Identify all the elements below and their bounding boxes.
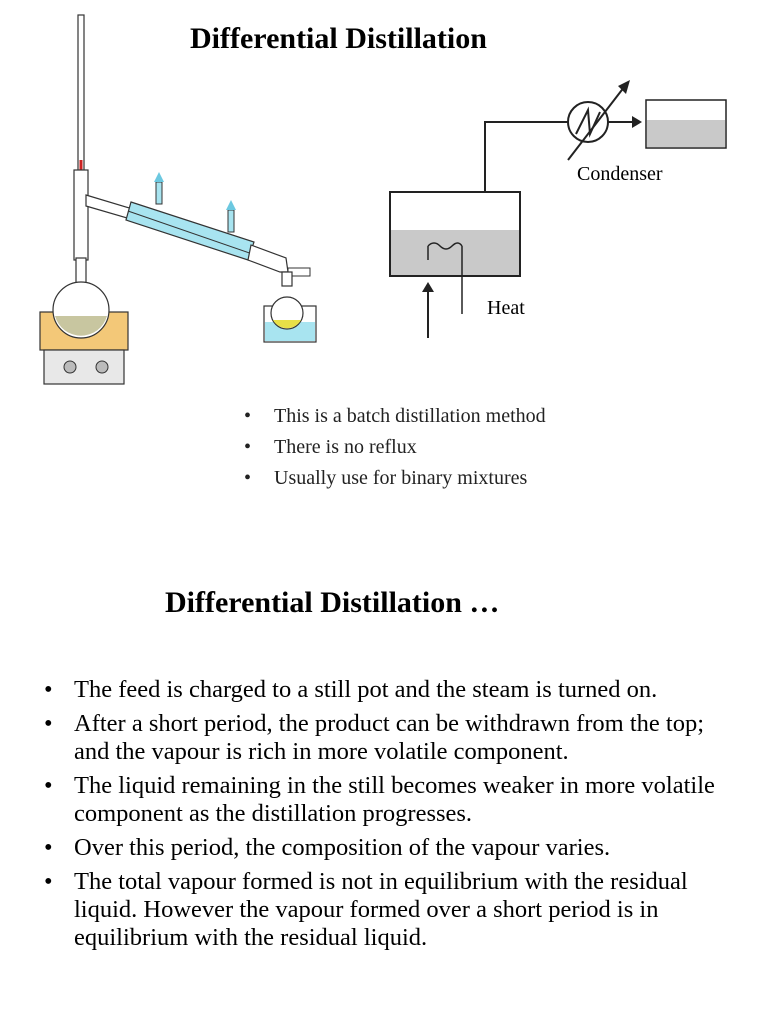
slide1-bullet-list (244, 404, 546, 497)
condenser-jacket (126, 202, 254, 260)
heat-label: Heat (487, 297, 525, 319)
hot-plate-knob (64, 361, 76, 373)
list-item: • There is no reflux (244, 435, 546, 466)
slide1-title: Differential Distillation (190, 22, 487, 55)
distillation-apparatus-illustration (36, 10, 336, 390)
hot-plate (44, 350, 124, 384)
hot-plate-knob (96, 361, 108, 373)
vapour-line (485, 122, 568, 192)
receiver-liquid (647, 120, 725, 147)
slide2-bullet-list (44, 676, 744, 958)
differential-distillation-schematic (380, 60, 750, 350)
list-item: • This is a batch distillation method (244, 404, 546, 435)
list-item: • After a short period, the product can be withdrawn from the top; and the vapour is rich in more volatile component. (44, 710, 744, 766)
condenser-label: Condenser (577, 163, 663, 185)
list-item: • The feed is charged to a still pot and the steam is turned on. (44, 676, 744, 704)
list-item: • Over this period, the composition of the vapour varies. (44, 834, 744, 862)
list-item: • The total vapour formed is not in equilibrium with the residual liquid. However the vapour formed over a short period is in equilibrium with the residual liquid. (44, 868, 744, 952)
still-liquid (391, 230, 519, 275)
list-item: • Usually use for binary mixtures (244, 466, 546, 497)
slide2-title: Differential Distillation … (165, 586, 500, 619)
list-item: • The liquid remaining in the still becomes weaker in more volatile component as the distillation progresses. (44, 772, 744, 828)
